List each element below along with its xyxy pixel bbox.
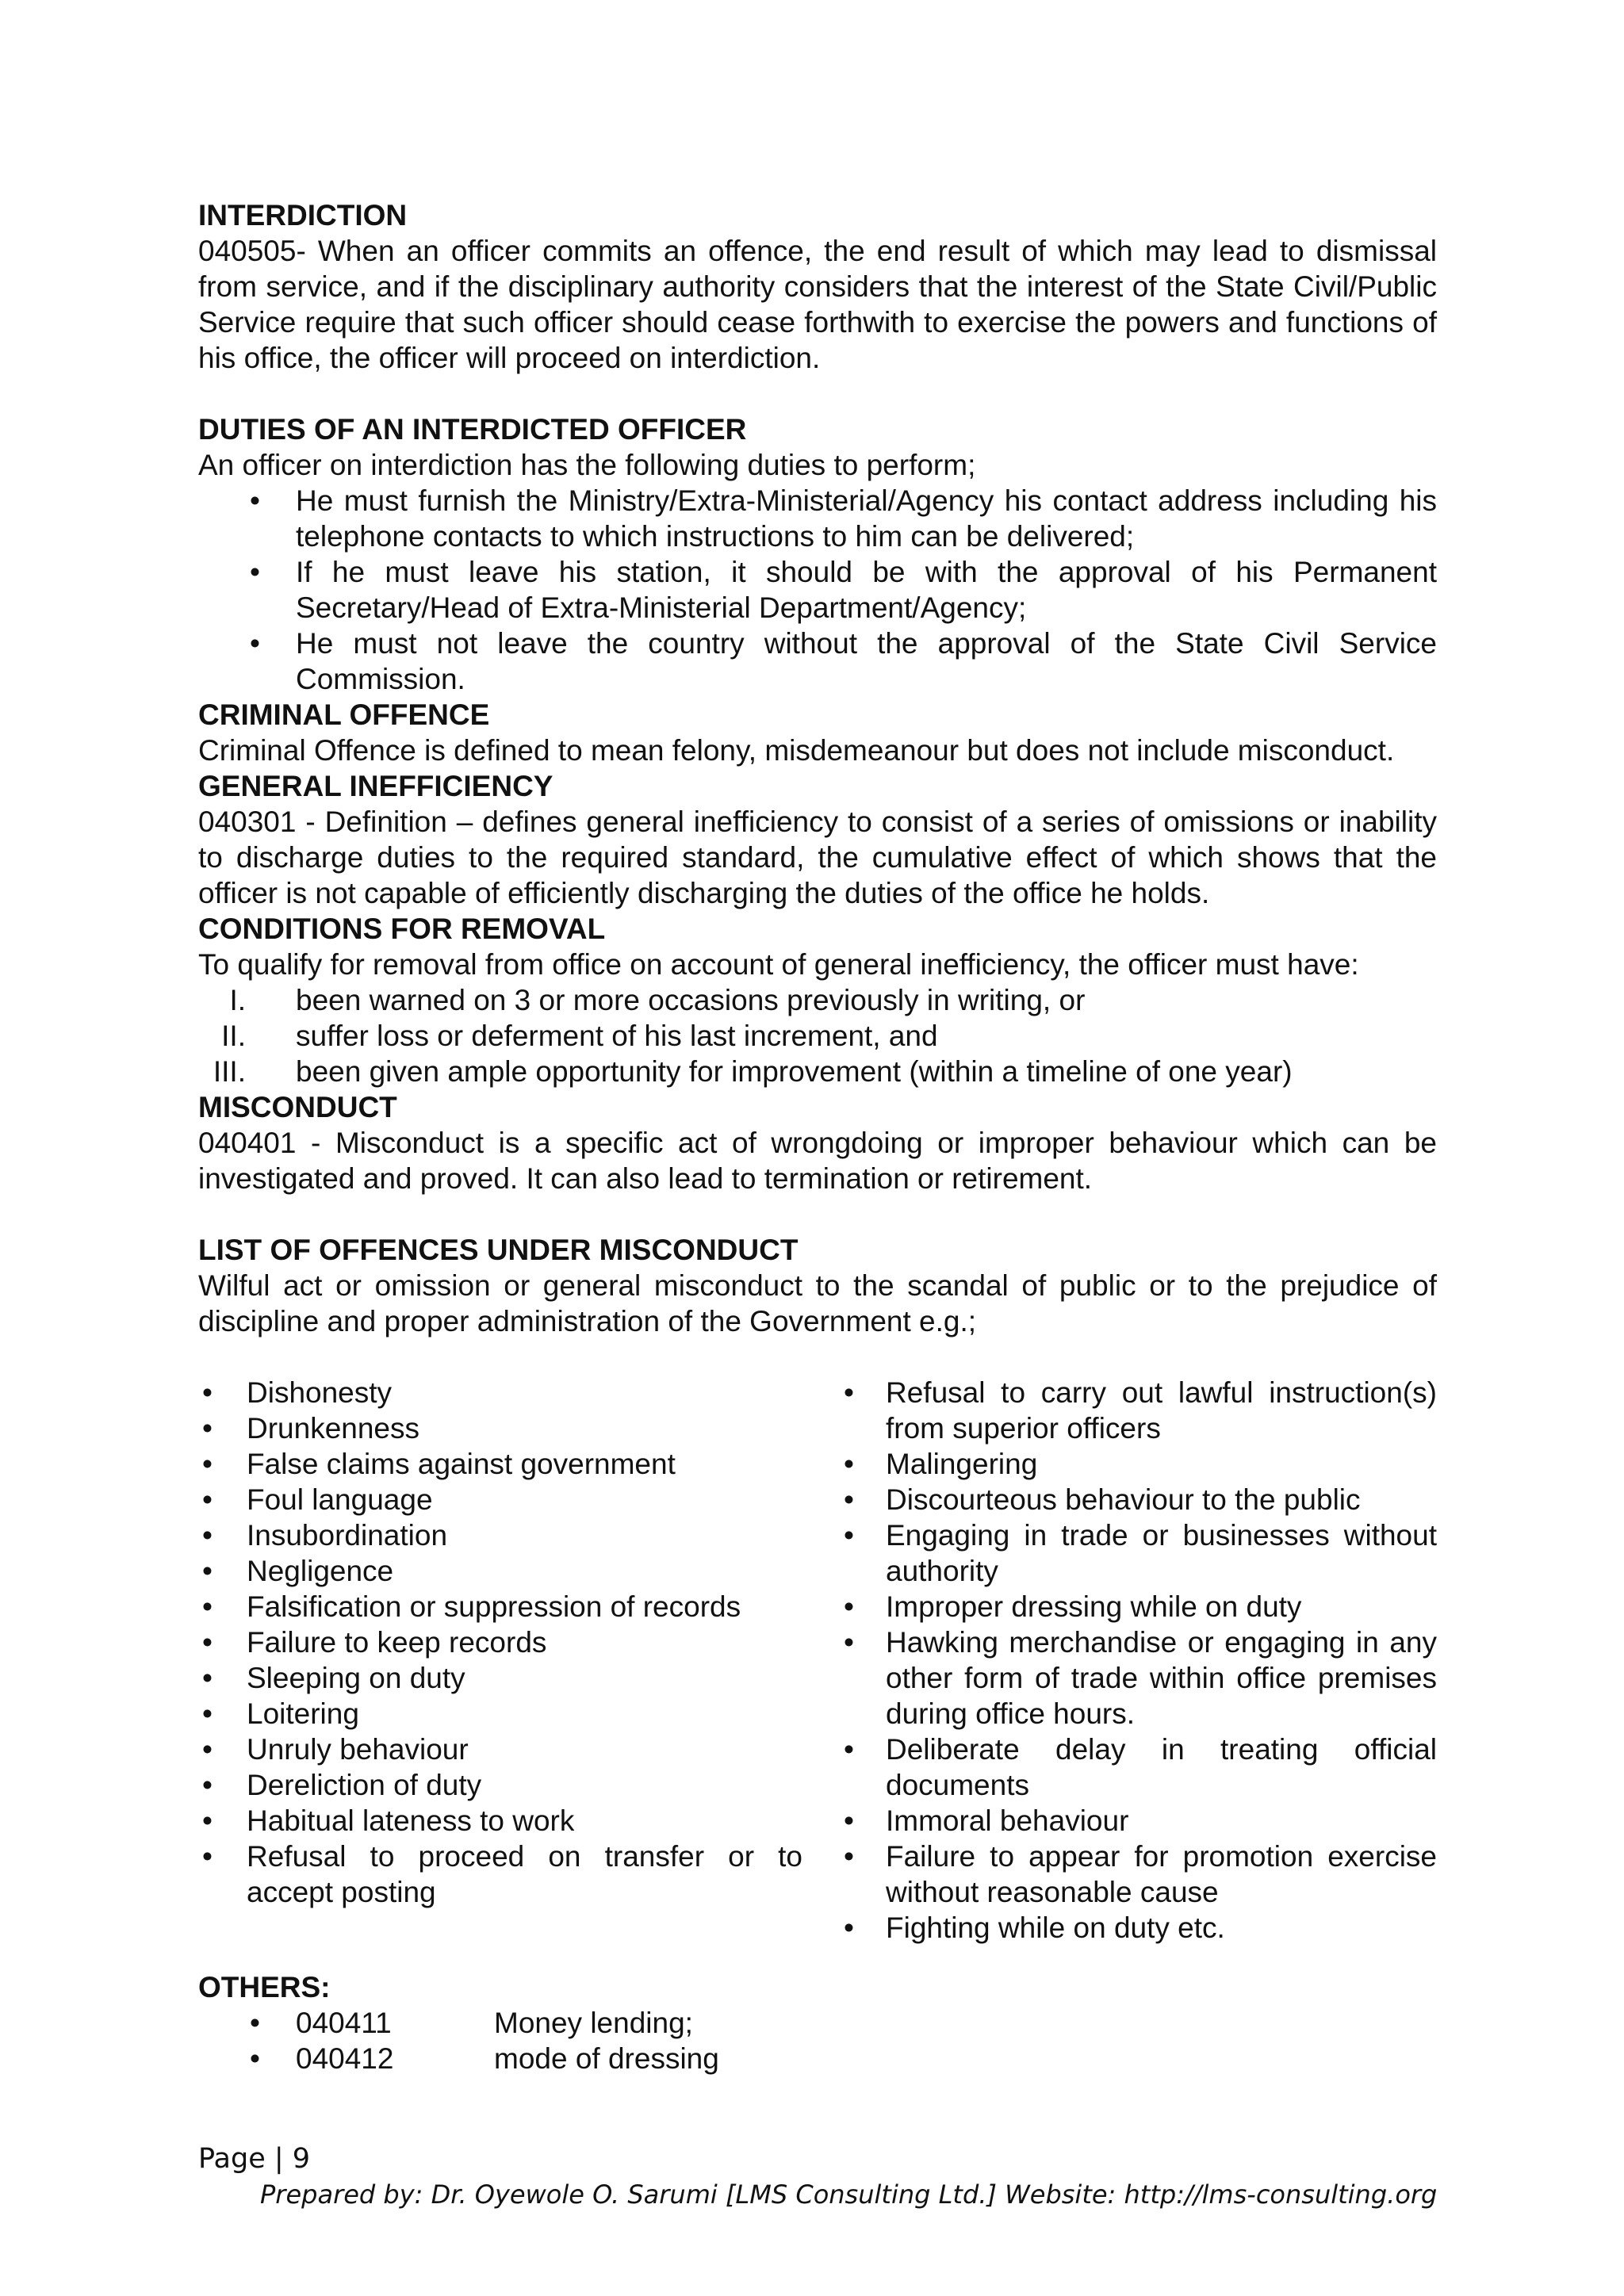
spacer bbox=[198, 1339, 1437, 1375]
list-item: • Engaging in trade or businesses without authority bbox=[840, 1517, 1437, 1589]
list-item: • Improper dressing while on duty bbox=[840, 1589, 1437, 1624]
list-text: suffer loss or deferment of his last increment, and bbox=[296, 1020, 938, 1052]
list-item bbox=[198, 2041, 1437, 2076]
list-item: • He must furnish the Ministry/Extra-Ministerial/Agency his contact address including his telephone contacts to which instructions to him can be delivered; bbox=[198, 483, 1437, 554]
spacer bbox=[198, 376, 1437, 411]
list-item: • Refusal to proceed on transfer or to accept posting bbox=[198, 1839, 802, 1910]
list-item: • Refusal to carry out lawful instruction(s) from superior officers bbox=[840, 1375, 1437, 1446]
page-number: Page | 9 bbox=[198, 2143, 311, 2175]
list-item: • Immoral behaviour bbox=[840, 1803, 1437, 1839]
list-item bbox=[198, 2005, 1437, 2041]
heading-general-inefficiency: GENERAL INEFFICIENCY bbox=[198, 770, 553, 802]
spacer bbox=[198, 1196, 1437, 1232]
removal-intro: To qualify for removal from office on account of general inefficiency, the officer must have: bbox=[198, 948, 1359, 981]
heading-conditions-for-removal: CONDITIONS FOR REMOVAL bbox=[198, 913, 606, 945]
list-item: • Loitering bbox=[198, 1696, 802, 1732]
list-item: • Discourteous behaviour to the public bbox=[840, 1482, 1437, 1517]
list-text: Money lending; bbox=[494, 2007, 693, 2039]
list-item: • Foul language bbox=[198, 1482, 802, 1517]
interdiction-text: 040505- When an officer commits an offence, the end result of which may lead to dismissal from service, and if the disciplinary authority considers that the interest of the State Civil/Public Service require that such officer should cease forthwith to exercise the powers and functions of his office, the officer will proceed on interdiction. bbox=[198, 235, 1437, 374]
document-body bbox=[198, 197, 1437, 2076]
list-item: • Habitual lateness to work bbox=[198, 1803, 802, 1839]
regulation-code: 040411 bbox=[296, 2007, 392, 2039]
list-item: • Fighting while on duty etc. bbox=[840, 1910, 1437, 1946]
list-text: been warned on 3 or more occasions previously in writing, or bbox=[296, 984, 1086, 1016]
list-item: • False claims against government bbox=[198, 1446, 802, 1482]
list-item: • Hawking merchandise or engaging in any other form of trade within office premises during office hours. bbox=[840, 1624, 1437, 1732]
heading-misconduct: MISCONDUCT bbox=[198, 1091, 397, 1123]
spacer bbox=[198, 1946, 1437, 1969]
criminal-offence-text: Criminal Offence is defined to mean felony, misdemeanour but does not include misconduct. bbox=[198, 734, 1395, 767]
list-item bbox=[198, 1018, 1437, 1054]
list-number: I. bbox=[229, 984, 246, 1016]
list-item bbox=[198, 982, 1437, 1018]
list-text: been given ample opportunity for improvement (within a timeline of one year) bbox=[296, 1055, 1293, 1088]
removal-list bbox=[198, 982, 1437, 1089]
offences-left-column bbox=[198, 1375, 802, 1946]
regulation-code: 040412 bbox=[296, 2042, 394, 2075]
offences-intro: Wilful act or omission or general misconduct to the scandal of public or to the prejudice of discipline and proper administration of the Government e.g.; bbox=[198, 1269, 1437, 1337]
offences-columns bbox=[198, 1375, 1437, 1946]
list-item: • Negligence bbox=[198, 1553, 802, 1589]
heading-duties: DUTIES OF AN INTERDICTED OFFICER bbox=[198, 413, 747, 446]
heading-offences-list: LIST OF OFFENCES UNDER MISCONDUCT bbox=[198, 1234, 799, 1266]
list-item: • Dishonesty bbox=[198, 1375, 802, 1410]
duties-list bbox=[198, 483, 1437, 697]
list-item: • Sleeping on duty bbox=[198, 1660, 802, 1696]
list-text: mode of dressing bbox=[494, 2042, 719, 2075]
general-inefficiency-text: 040301 - Definition – defines general inefficiency to consist of a series of omissions or inability to discharge duties to the required standard, the cumulative effect of which shows that the officer is not capable of efficiently discharging the duties of the office he holds. bbox=[198, 806, 1437, 909]
list-item: • Deliberate delay in treating official documents bbox=[840, 1732, 1437, 1803]
list-number: III. bbox=[213, 1055, 246, 1088]
others-list bbox=[198, 2005, 1437, 2076]
list-item: • He must not leave the country without the approval of the State Civil Service Commission. bbox=[198, 626, 1437, 697]
list-item: • Malingering bbox=[840, 1446, 1437, 1482]
prepared-label: Prepared by: bbox=[260, 2179, 423, 2210]
list-number: II. bbox=[221, 1020, 246, 1052]
list-item: • Falsification or suppression of records bbox=[198, 1589, 802, 1624]
prepared-by-footer bbox=[260, 2179, 1437, 2210]
heading-interdiction: INTERDICTION bbox=[198, 199, 408, 232]
offences-right-column bbox=[840, 1375, 1437, 1946]
list-item: • Insubordination bbox=[198, 1517, 802, 1553]
list-item: • Drunkenness bbox=[198, 1410, 802, 1446]
offences-right-list bbox=[840, 1375, 1437, 1946]
duties-intro: An officer on interdiction has the following duties to perform; bbox=[198, 449, 976, 481]
list-item bbox=[198, 1054, 1437, 1089]
list-item: • Dereliction of duty bbox=[198, 1767, 802, 1803]
list-item: • Failure to appear for promotion exercise without reasonable cause bbox=[840, 1839, 1437, 1910]
offences-left-list bbox=[198, 1375, 802, 1910]
list-item: • If he must leave his station, it should be with the approval of his Permanent Secretary/Head of Extra-Ministerial Department/Agency; bbox=[198, 554, 1437, 626]
list-item: • Unruly behaviour bbox=[198, 1732, 802, 1767]
misconduct-text: 040401 - Misconduct is a specific act of wrongdoing or improper behaviour which can be investigated and proved. It can also lead to termination or retirement. bbox=[198, 1127, 1437, 1195]
prepared-text: Dr. Oyewole O. Sarumi [LMS Consulting Ltd.] Website: http://lms-consulting.org bbox=[431, 2179, 1438, 2210]
list-item: • Failure to keep records bbox=[198, 1624, 802, 1660]
heading-others: OTHERS: bbox=[198, 1971, 331, 2003]
heading-criminal-offence: CRIMINAL OFFENCE bbox=[198, 698, 490, 731]
